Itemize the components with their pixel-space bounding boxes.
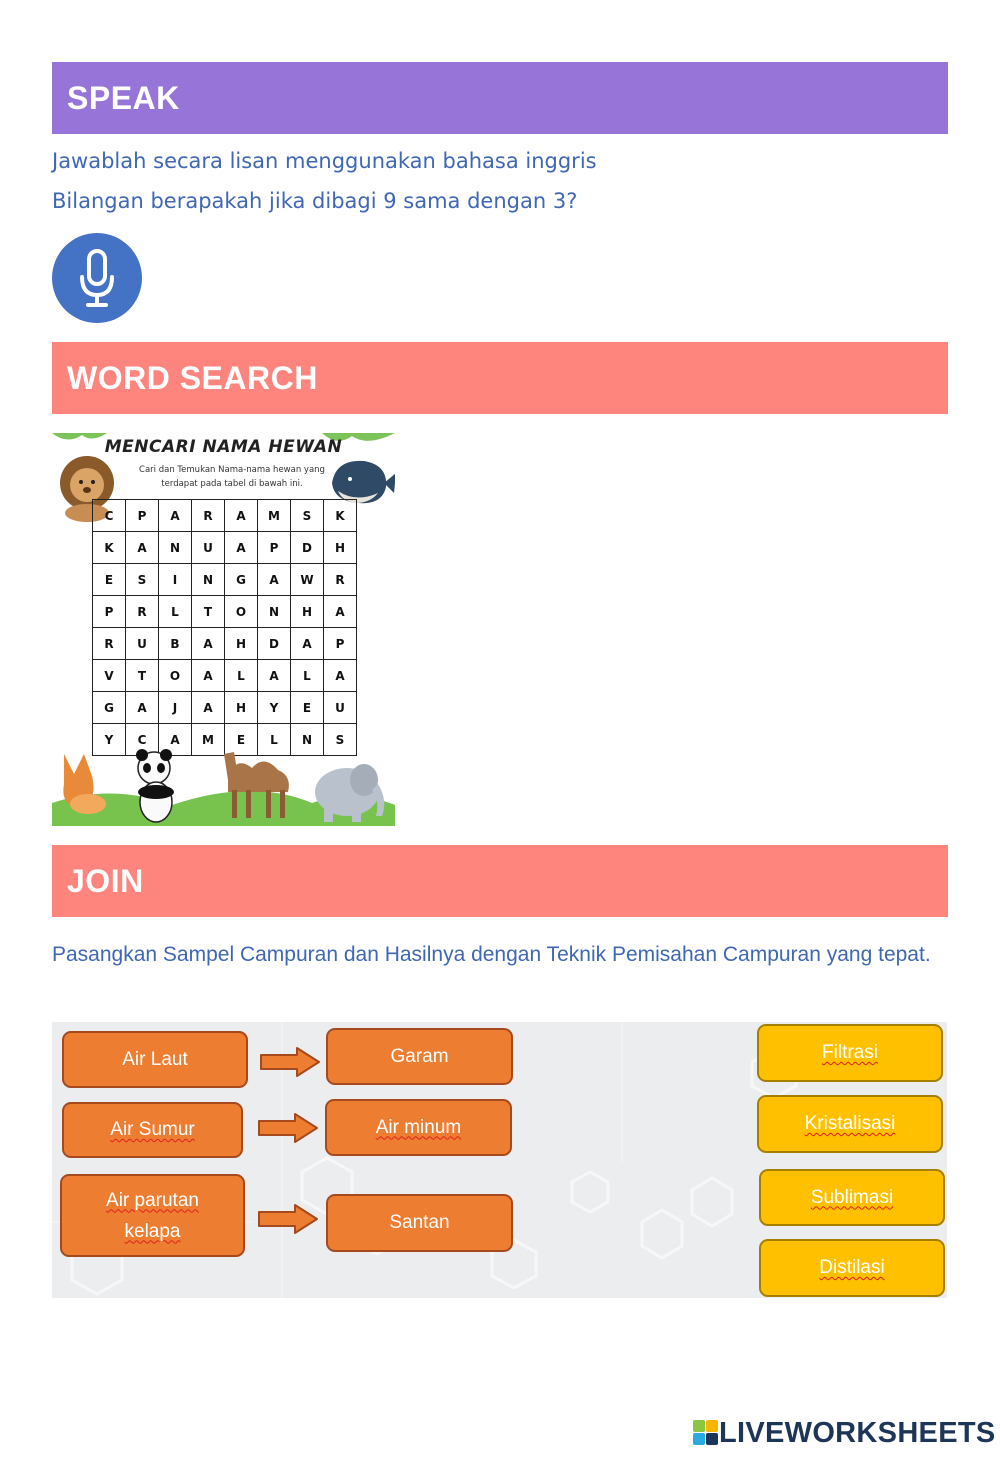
grid-cell: A xyxy=(159,724,192,756)
sample-label: Air parutan kelapa xyxy=(106,1189,199,1242)
grid-cell: L xyxy=(291,660,324,692)
grid-cell: T xyxy=(192,596,225,628)
result-air-minum[interactable] xyxy=(325,1099,512,1156)
grid-cell: E xyxy=(93,564,126,596)
grid-cell: B xyxy=(159,628,192,660)
grid-cell: P xyxy=(126,500,159,532)
grid-cell: J xyxy=(159,692,192,724)
result-santan[interactable] xyxy=(326,1194,513,1252)
sample-air-laut[interactable] xyxy=(62,1031,248,1088)
technique-label: Kristalisasi xyxy=(804,1113,896,1134)
grid-cell: T xyxy=(126,660,159,692)
grid-cell: G xyxy=(225,564,258,596)
word-search-subtitle: Cari dan Temukan Nama-nama hewan yang terdapat pada tabel di bawah ini. xyxy=(139,465,325,489)
technique-kristalisasi[interactable] xyxy=(757,1095,943,1153)
grid-cell: N xyxy=(291,724,324,756)
join-heading: JOIN xyxy=(52,845,948,917)
grid-cell: N xyxy=(258,596,291,628)
word-search-heading: WORD SEARCH xyxy=(52,342,948,414)
grid-cell: P xyxy=(258,532,291,564)
result-label: Garam xyxy=(390,1045,449,1067)
animals-decoration xyxy=(52,746,395,826)
microphone-icon xyxy=(52,233,142,323)
grid-cell: S xyxy=(126,564,159,596)
grid-cell: Y xyxy=(258,692,291,724)
grid-cell: A xyxy=(324,596,357,628)
arrow-right-icon xyxy=(257,1203,321,1235)
grid-cell: A xyxy=(192,628,225,660)
grid-cell: M xyxy=(258,500,291,532)
grid-cell: A xyxy=(258,660,291,692)
grid-cell: N xyxy=(159,532,192,564)
grid-cell: M xyxy=(192,724,225,756)
grid-cell: P xyxy=(324,628,357,660)
grid-cell: K xyxy=(324,500,357,532)
grid-cell: A xyxy=(291,628,324,660)
camel-icon xyxy=(224,752,289,818)
sample-air-parutan-kelapa[interactable] xyxy=(60,1174,245,1257)
grid-cell: Y xyxy=(93,724,126,756)
microphone-button[interactable] xyxy=(52,233,142,323)
grid-cell: U xyxy=(324,692,357,724)
technique-distilasi[interactable] xyxy=(759,1239,945,1297)
grid-cell: E xyxy=(291,692,324,724)
grid-cell: P xyxy=(93,596,126,628)
grid-cell: O xyxy=(159,660,192,692)
join-instruction: Pasangkan Sampel Campuran dan Hasilnya dengan Teknik Pemisahan Campuran yang tepat. xyxy=(52,943,931,966)
liveworksheets-logo-icon xyxy=(693,1420,719,1446)
grid-cell: V xyxy=(93,660,126,692)
grid-cell: U xyxy=(192,532,225,564)
panda-icon xyxy=(136,749,174,822)
grid-cell: D xyxy=(258,628,291,660)
word-search-image xyxy=(52,433,395,826)
grid-cell: A xyxy=(225,532,258,564)
grid-cell: A xyxy=(225,500,258,532)
sample-label: Air Sumur xyxy=(110,1119,195,1140)
technique-label: Sublimasi xyxy=(810,1186,894,1208)
liveworksheets-brand: LIVEWORKSHEETS xyxy=(719,1416,996,1449)
speak-heading: SPEAK xyxy=(52,62,948,134)
grid-cell: A xyxy=(258,564,291,596)
grid-cell: R xyxy=(324,564,357,596)
speak-instruction: Jawablah secara lisan menggunakan bahasa inggris xyxy=(52,149,597,173)
grid-cell: A xyxy=(159,500,192,532)
grid-cell: A xyxy=(324,660,357,692)
result-garam[interactable] xyxy=(326,1028,513,1085)
grid-cell: S xyxy=(291,500,324,532)
result-label: Air minum xyxy=(375,1116,462,1138)
grid-cell: O xyxy=(225,596,258,628)
join-activity-panel xyxy=(52,1022,947,1298)
grid-cell: S xyxy=(324,724,357,756)
sample-label: Air Laut xyxy=(122,1048,188,1070)
fox-icon xyxy=(63,754,106,814)
grid-cell: R xyxy=(93,628,126,660)
grid-cell: H xyxy=(324,532,357,564)
grid-cell: H xyxy=(225,692,258,724)
grid-cell: G xyxy=(93,692,126,724)
technique-sublimasi[interactable] xyxy=(759,1169,945,1226)
grid-cell: I xyxy=(159,564,192,596)
word-search-grid xyxy=(92,499,357,756)
grid-cell: H xyxy=(225,628,258,660)
grid-cell: L xyxy=(258,724,291,756)
grid-cell: R xyxy=(126,596,159,628)
elephant-icon xyxy=(315,764,384,822)
liveworksheets-logo[interactable] xyxy=(693,1415,996,1451)
grid-cell: U xyxy=(126,628,159,660)
technique-label: Filtrasi xyxy=(822,1042,878,1063)
grid-cell: A xyxy=(126,532,159,564)
grid-cell: C xyxy=(126,724,159,756)
technique-label: Distilasi xyxy=(819,1257,885,1278)
grid-cell: D xyxy=(291,532,324,564)
grid-cell: K xyxy=(93,532,126,564)
grid-cell: N xyxy=(192,564,225,596)
word-search-title: MENCARI NAMA HEWAN xyxy=(104,437,343,457)
sample-air-sumur[interactable] xyxy=(62,1102,243,1158)
grid-cell: W xyxy=(291,564,324,596)
grid-cell: E xyxy=(225,724,258,756)
arrow-right-icon xyxy=(259,1046,323,1078)
grid-cell: R xyxy=(192,500,225,532)
grid-cell: C xyxy=(93,500,126,532)
grid-cell: L xyxy=(225,660,258,692)
result-label: Santan xyxy=(389,1212,450,1233)
grid-cell: A xyxy=(126,692,159,724)
arrow-right-icon xyxy=(257,1112,321,1144)
technique-filtrasi[interactable] xyxy=(757,1024,943,1082)
grid-cell: A xyxy=(192,660,225,692)
grid-cell: H xyxy=(291,596,324,628)
speak-question: Bilangan berapakah jika dibagi 9 sama dengan 3? xyxy=(52,189,578,213)
grid-cell: A xyxy=(192,692,225,724)
grid-cell: L xyxy=(159,596,192,628)
